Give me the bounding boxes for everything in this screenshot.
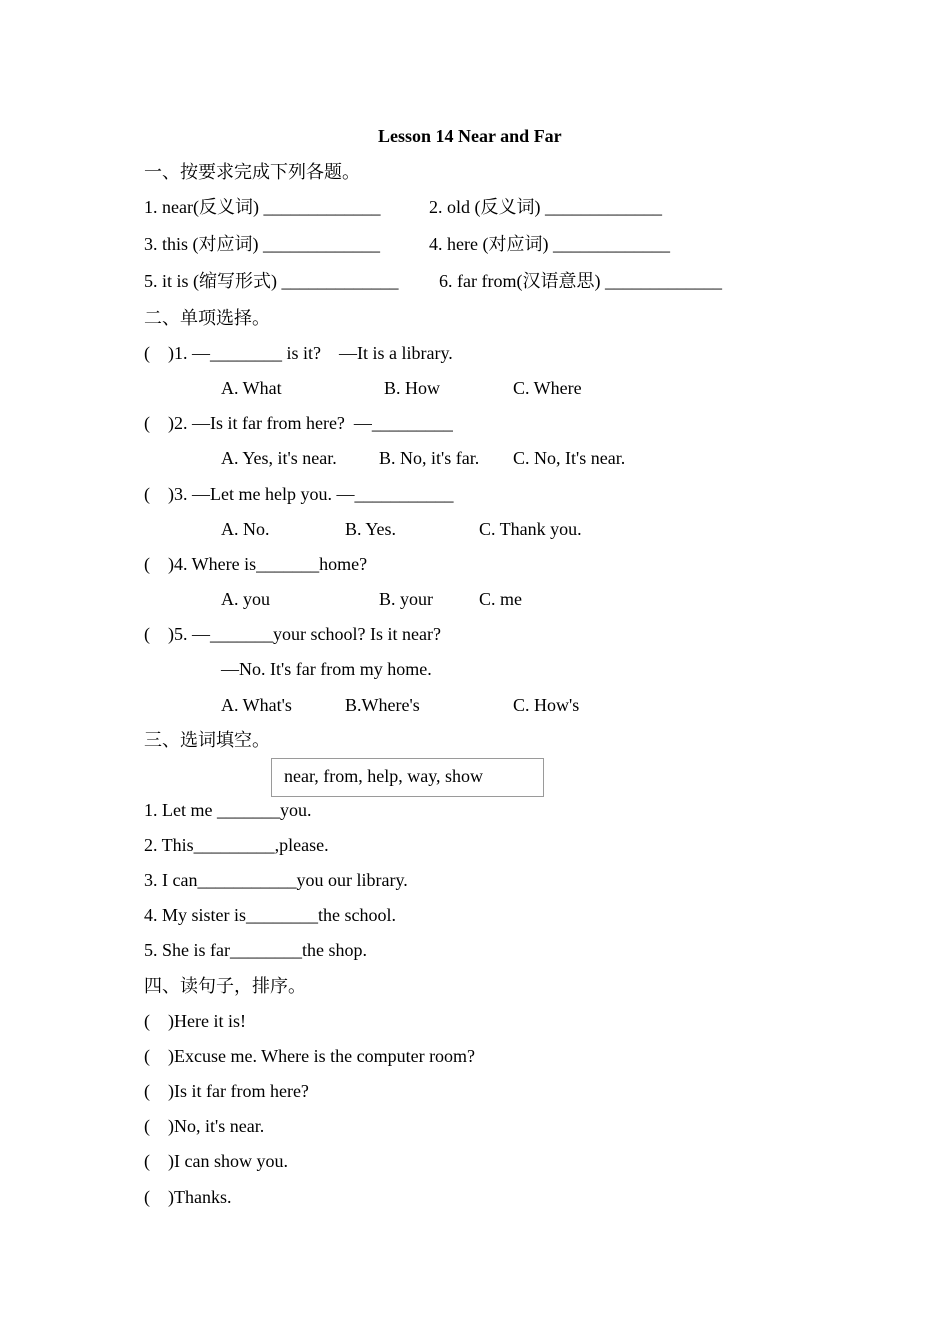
section-1-heading: 一、按要求完成下列各题。 (144, 162, 360, 182)
section-3-heading: 三、选词填空。 (144, 730, 270, 750)
page-title: Lesson 14 Near and Far (378, 126, 562, 146)
q2-option-c: C. No, It's near. (513, 448, 626, 468)
q1-stem: ( )1. —________ is it? —It is a library. (144, 343, 453, 363)
q5-option-a: A. What's (221, 695, 292, 715)
s4-item-5: ( )I can show you. (144, 1151, 288, 1171)
s3-item-3: 3. I can___________you our library. (144, 870, 408, 890)
q5-stem: ( )5. —_______your school? Is it near? (144, 624, 441, 644)
q3-option-c: C. Thank you. (479, 519, 582, 539)
q4-option-c: C. me (479, 589, 522, 609)
q3-option-a: A. No. (221, 519, 270, 539)
s3-item-1: 1. Let me _______you. (144, 800, 312, 820)
q4-stem: ( )4. Where is_______home? (144, 554, 368, 574)
q2-option-b: B. No, it's far. (379, 448, 480, 468)
q1-option-a: A. What (221, 378, 282, 398)
q1-option-c: C. Where (513, 378, 582, 398)
s1-item-6: 6. far from(汉语意思) _____________ (439, 271, 722, 291)
s4-item-6: ( )Thanks. (144, 1187, 232, 1207)
s1-item-2: 2. old (反义词) _____________ (429, 197, 662, 217)
s1-item-4: 4. here (对应词) _____________ (429, 234, 670, 254)
q3-option-b: B. Yes. (345, 519, 397, 539)
word-box-text: near, from, help, way, show (284, 766, 484, 786)
q5-stem-line2: —No. It's far from my home. (221, 659, 432, 679)
q2-stem: ( )2. —Is it far from here? —_________ (144, 413, 453, 433)
s4-item-3: ( )Is it far from here? (144, 1081, 309, 1101)
word-box (271, 758, 544, 797)
q4-option-b: B. your (379, 589, 433, 609)
section-2-heading: 二、单项选择。 (144, 308, 270, 328)
s1-item-3: 3. this (对应词) _____________ (144, 234, 380, 254)
s1-item-5: 5. it is (缩写形式) _____________ (144, 271, 399, 291)
q3-stem: ( )3. —Let me help you. —___________ (144, 484, 454, 504)
q5-option-c: C. How's (513, 695, 580, 715)
q4-option-a: A. you (221, 589, 270, 609)
s1-item-1: 1. near(反义词) _____________ (144, 197, 381, 217)
section-4-heading: 四、读句子，排序。 (144, 976, 306, 996)
s4-item-1: ( )Here it is! (144, 1011, 246, 1031)
s4-item-4: ( )No, it's near. (144, 1116, 265, 1136)
s3-item-5: 5. She is far________the shop. (144, 940, 367, 960)
q1-option-b: B. How (384, 378, 441, 398)
s3-item-4: 4. My sister is________the school. (144, 905, 396, 925)
q2-option-a: A. Yes, it's near. (221, 448, 337, 468)
s3-item-2: 2. This_________,please. (144, 835, 329, 855)
s4-item-2: ( )Excuse me. Where is the computer room? (144, 1046, 476, 1066)
q5-option-b: B.Where's (345, 695, 420, 715)
